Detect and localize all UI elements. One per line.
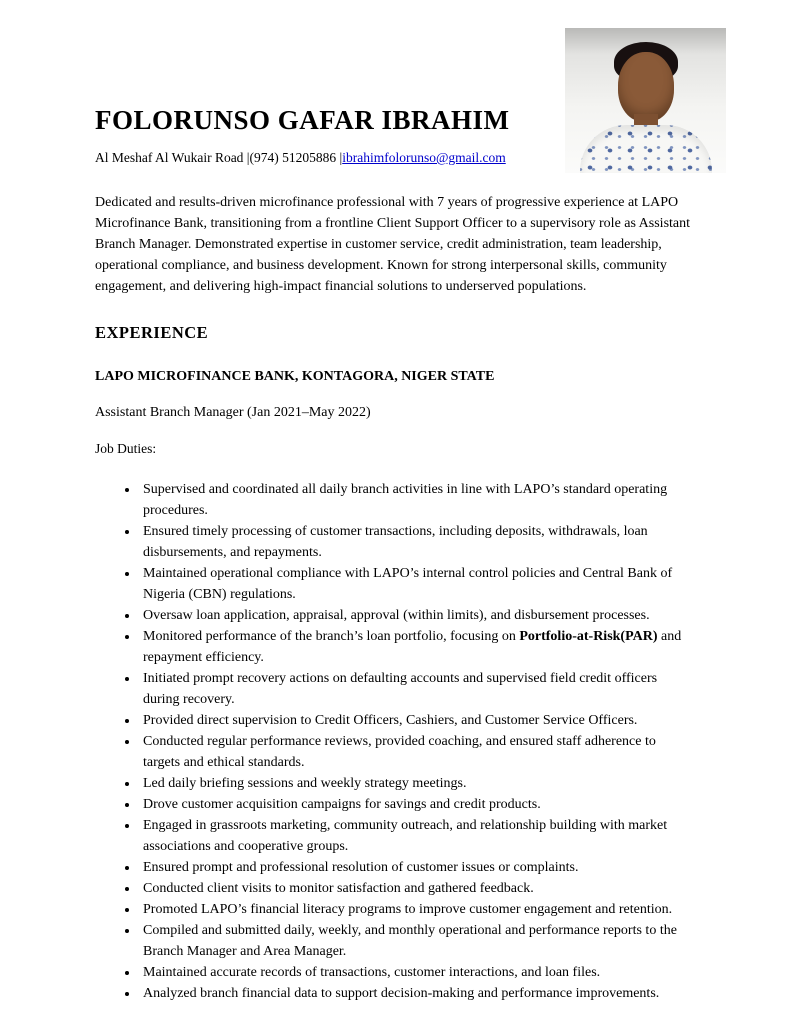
- job-duty-item: • Ensured prompt and professional resolution of customer issues or complaints.: [139, 857, 696, 878]
- profile-photo: [565, 28, 726, 173]
- job-duty-item: • Engaged in grassroots marketing, community outreach, and relationship building with market associations and cooperative groups.: [139, 815, 696, 857]
- job-duty-item: • Ensured timely processing of customer transactions, including deposits, withdrawals, loan disbursements, and repayments.: [139, 521, 696, 563]
- job-duty-item: • Drove customer acquisition campaigns for savings and credit products.: [139, 794, 696, 815]
- job-duty-item: • Monitored performance of the branch’s loan portfolio, focusing on Portfolio-at-Risk(PAR) and repayment efficiency.: [139, 626, 696, 668]
- employer-line: LAPO MICROFINANCE BANK, KONTAGORA, NIGER STATE: [95, 369, 495, 384]
- summary-paragraph: Dedicated and results-driven microfinance professional with 7 years of progressive experience at LAPO Microfinance Bank, transitioning from a frontline Client Support Officer to a supervisory role as Assistant Branch Manager. Demonstrated expertise in customer service, credit administration, team leadership, operational compliance, and business development. Known for strong interpersonal skills, community engagement, and delivering high-impact financial solutions to underserved populations.: [95, 195, 691, 294]
- experience-section-heading: EXPERIENCE: [95, 323, 209, 342]
- job-duty-item: • Conducted client visits to monitor satisfaction and gathered feedback.: [139, 878, 696, 899]
- job-duty-item: • Compiled and submitted daily, weekly, and monthly operational and performance reports to the Branch Manager and Area Manager.: [139, 920, 696, 962]
- job-duty-item: • Conducted regular performance reviews, provided coaching, and ensured staff adherence to targets and ethical standards.: [139, 731, 696, 773]
- person-name: FOLORUNSO GAFAR IBRAHIM: [95, 105, 510, 135]
- job-duty-item: • Analyzed branch financial data to support decision-making and performance improvements.: [139, 983, 696, 1004]
- job-duties-list: [139, 473, 696, 1004]
- contact-address-phone: Al Meshaf Al Wukair Road |(974) 51205886 |: [95, 150, 343, 165]
- job-duty-item: • Provided direct supervision to Credit Officers, Cashiers, and Customer Service Officers.: [139, 710, 696, 731]
- job-duty-item: • Oversaw loan application, appraisal, approval (within limits), and disbursement processes.: [139, 605, 696, 626]
- job-duty-item: • Promoted LAPO’s financial literacy programs to improve customer engagement and retention.: [139, 899, 696, 920]
- job-duty-item: • Maintained accurate records of transactions, customer interactions, and loan files.: [139, 962, 696, 983]
- job-duty-item: • Initiated prompt recovery actions on defaulting accounts and supervised field credit officers during recovery.: [139, 668, 696, 710]
- role-line: Assistant Branch Manager (Jan 2021–May 2022): [95, 405, 371, 420]
- job-duties-label: Job Duties:: [95, 441, 157, 456]
- job-duty-item: • Led daily briefing sessions and weekly strategy meetings.: [139, 773, 696, 794]
- email-link[interactable]: ibrahimfolorunso@gmail.com: [342, 150, 506, 165]
- job-duty-item: • Supervised and coordinated all daily branch activities in line with LAPO’s standard operating procedures.: [139, 479, 696, 521]
- photo-shirt: [580, 125, 712, 173]
- photo-face: [618, 52, 674, 122]
- job-duty-item: • Maintained operational compliance with LAPO’s internal control policies and Central Bank of Nigeria (CBN) regulations.: [139, 563, 696, 605]
